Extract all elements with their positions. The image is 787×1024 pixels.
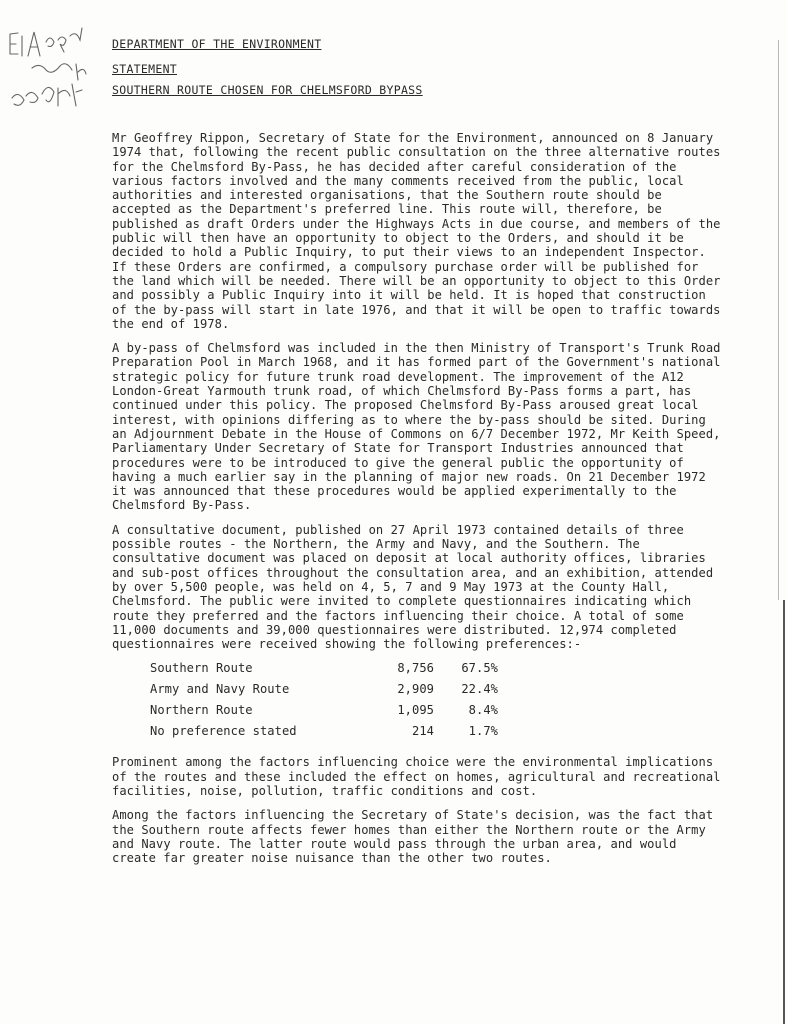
route-count: 2,909 bbox=[397, 682, 434, 697]
table-row bbox=[150, 724, 498, 745]
handwritten-annotation bbox=[2, 14, 102, 124]
department-heading: DEPARTMENT OF THE ENVIRONMENT bbox=[112, 37, 322, 51]
route-name: Northern Route bbox=[150, 703, 253, 718]
scan-edge-line bbox=[783, 600, 785, 1024]
route-percent: 1.7% bbox=[468, 724, 498, 739]
route-name: Army and Navy Route bbox=[150, 682, 290, 697]
document-body bbox=[112, 131, 722, 875]
route-count: 214 bbox=[412, 724, 434, 739]
scan-edge-line bbox=[778, 40, 779, 600]
route-count: 1,095 bbox=[397, 703, 434, 718]
document-subject: SOUTHERN ROUTE CHOSEN FOR CHELMSFORD BYPASS bbox=[112, 83, 423, 97]
paragraph-factors: Prominent among the factors influencing choice were the environmental implications of the routes and these included the effect on homes, agricultural and recreational facilities, noise, pollution, traffic conditions and cost. bbox=[112, 755, 721, 798]
route-name: Southern Route bbox=[150, 661, 253, 676]
route-count: 8,756 bbox=[397, 661, 434, 676]
table-row bbox=[150, 682, 498, 703]
paragraph-decision: Among the factors influencing the Secretary of State's decision, was the fact that the Southern route affects fewer homes than either the Northern route or the Army and Navy route. The latter route would pass through the urban area, and would create far greater noise nuisance than the other two routes. bbox=[112, 808, 714, 866]
route-percent: 67.5% bbox=[461, 661, 498, 676]
statement-label: STATEMENT bbox=[112, 62, 178, 76]
route-percent: 22.4% bbox=[461, 682, 498, 697]
route-percent: 8.4% bbox=[468, 703, 498, 718]
preferences-table bbox=[150, 661, 498, 745]
paragraph-announcement: Mr Geoffrey Rippon, Secretary of State for the Environment, announced on 8 January 1974 that, following the recent public consultation on the three alternative routes for the Chelmsford By-Pass, he has decided after careful consideration of the various factors involved and the many comments received from the public, local authorities and interested organisations, that the Southern route should be accepted as the Department's preferred line. This route will, therefore, be published as draft Orders under the Highways Acts in due course, and members of the public will then have an opportunity to object to the Orders, and should it be decided to hold a Public Inquiry, to put their views to an independent Inspector. If these Orders are confirmed, a compulsory purchase order will be published for the land which will be needed. There will be an opportunity to object to this Order and possibly a Public Inquiry into it will be held. It is hoped that construction of the by-pass will start in late 1976, and that it will be open to traffic towards the end of 1978. bbox=[112, 131, 721, 331]
paragraph-consultation: A consultative document, published on 27 April 1973 contained details of three possible routes - the Northern, the Army and Navy, and the Southern. The consultative document was placed on deposit at local authority offices, libraries and sub-post offices throughout the consultation area, and an exhibition, attended by over 5,500 people, was held on 4, 5, 7 and 9 May 1973 at the County Hall, Chelmsford. The public were invited to complete questionnaires indicating which route they preferred and the factors influencing their choice. A total of some 11,000 documents and 39,000 questionnaires were distributed. 12,974 completed questionnaires were received showing the following preferences:- bbox=[112, 522, 714, 652]
route-name: No preference stated bbox=[150, 724, 297, 739]
table-row bbox=[150, 703, 498, 724]
paragraph-history: A by-pass of Chelmsford was included in the then Ministry of Transport's Trunk Road Preparation Pool in March 1968, and it has formed part of the Government's national strategic policy for future trunk road development. The improvement of the A12 London-Great Yarmouth trunk road, of which Chelmsford By-Pass forms a part, has continued under this policy. The proposed Chelmsford By-Pass aroused great local interest, with opinions differing as to where the by-pass should be sited. During an Adjournment Debate in the House of Commons on 6/7 December 1972, Mr Keith Speed, Parliamentary Under Secretary of State for Transport Industries announced that procedures were to be introduced to give the general public the opportunity of having a much earlier say in the planning of major new roads. On 21 December 1972 it was announced that these procedures would be applied experimentally to the Chelmsford By-Pass. bbox=[112, 341, 721, 513]
table-row bbox=[150, 661, 498, 682]
